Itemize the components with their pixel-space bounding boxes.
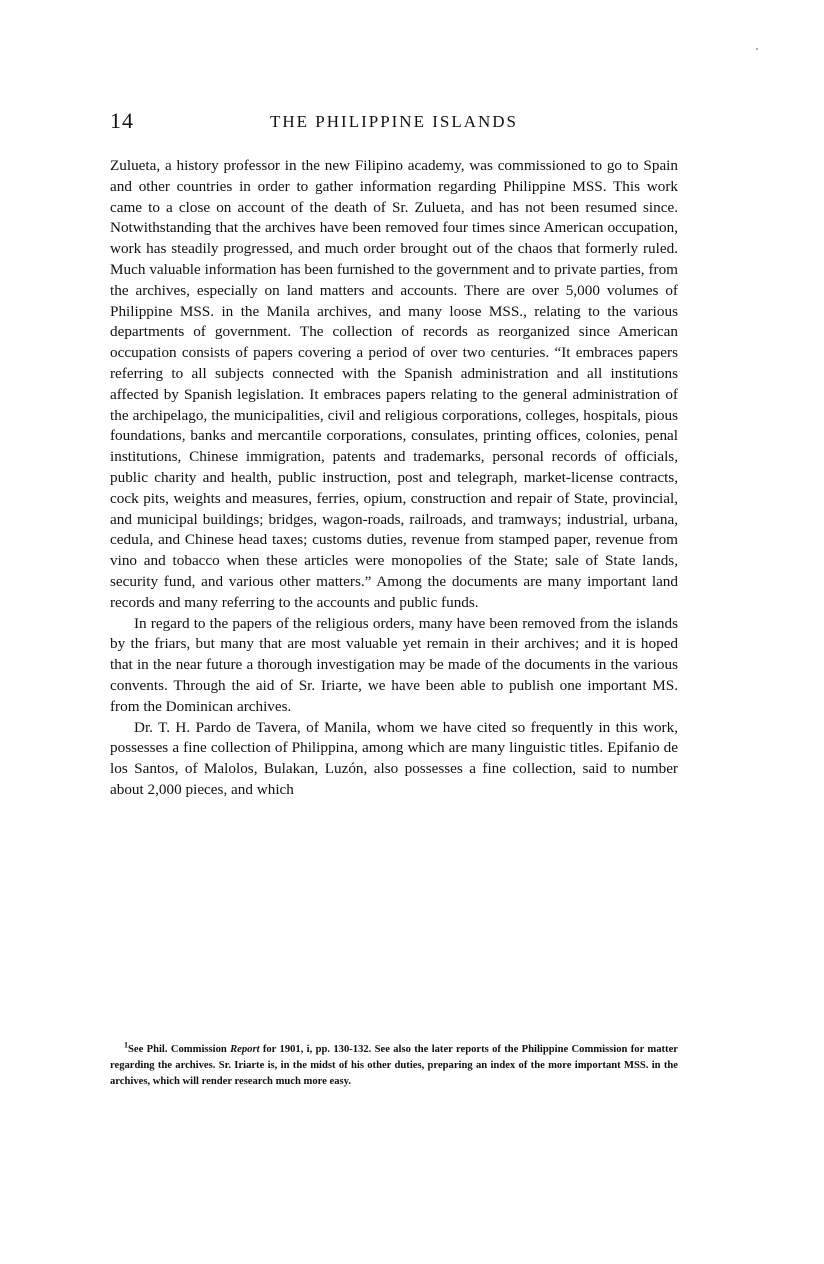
footnote-report-title: Report [230, 1044, 260, 1055]
footnote [110, 1042, 678, 1090]
page-number: 14 [110, 108, 134, 133]
page-header [110, 108, 678, 138]
paragraph-2: In regard to the papers of the religious orders, many have been removed from the islands by the friars, but many that are most valuable yet remain in their archives; and it is hoped that in the near future a thorough investigation may be made of the documents in the various convents. Through the aid of Sr. Iriarte, we have been able to publish one important MS. from the Dominican archives. [110, 614, 678, 715]
footnote-text: for 1901, i, pp. 130-132. See also the later reports of the Philippine Commission for matter regarding the archives. Sr. Iriarte is, in the midst of his other duties, preparing an index of the more important MSS. in the archives, which will render research much more easy. [110, 1044, 678, 1087]
paragraph-3: Dr. T. H. Pardo de Tavera, of Manila, whom we have cited so frequently in this work, possesses a fine collection of Philippina, among which are many linguistic titles. Epifanio de los Santos, of Malolos, Bulakan, Luzón, also possesses a fine collection, said to number about 2,000 pieces, and which [110, 718, 678, 798]
paragraph-1: Zulueta, a history professor in the new Filipino academy, was commissioned to go to Spain and other countries in order to gather information regarding Philippine MSS. This work came to a close on account of the death of Sr. Zulueta, and has not been resumed since. Notwithstanding that the archives have been removed four times since American occupation, work has steadily progressed, and much order brought out of the chaos that formerly ruled. Much valuable information has been furnished to the government and to private parties, from the archives, especially on land matters and accounts. There are over 5,000 volumes of Philippine MSS. in the Manila archives, and many loose MSS., relating to the various departments of government. The collection of records as reorganized since American occupation consists of papers covering a period of over two centuries. “It embraces papers referring to all subjects connected with the Spanish administration and all institutions affected by Spanish legislation. It embraces papers relating to the general administration of the archipelago, the municipalities, civil and religious corporations, colleges, hospitals, pious foundations, banks and mercantile corporations, consulates, printing offices, colonies, penal institutions, Chinese immigration, patents and trademarks, personal records of officials, public charity and health, public instruction, post and telegraph, market-license contracts, cock pits, weights and measures, ferries, opium, construction and repair of State, provincial, and municipal buildings; bridges, wagon-roads, railroads, and tramways; industrial, urbana, cedula, and Chinese head taxes; customs duties, revenue from stamped paper, revenue from vino and tobacco when these articles were monopolies of the State; sale of State lands, security fund, and various other matters.” Among the documents are many important land records and many referring to the accounts and public funds. [110, 157, 678, 611]
body-text [110, 156, 678, 801]
footnote-lead: See Phil. Commission [128, 1044, 231, 1055]
footnote-mark: 1 [124, 1040, 128, 1050]
corner-speck [756, 48, 758, 50]
running-title: THE PHILIPPINE ISLANDS [270, 112, 518, 131]
